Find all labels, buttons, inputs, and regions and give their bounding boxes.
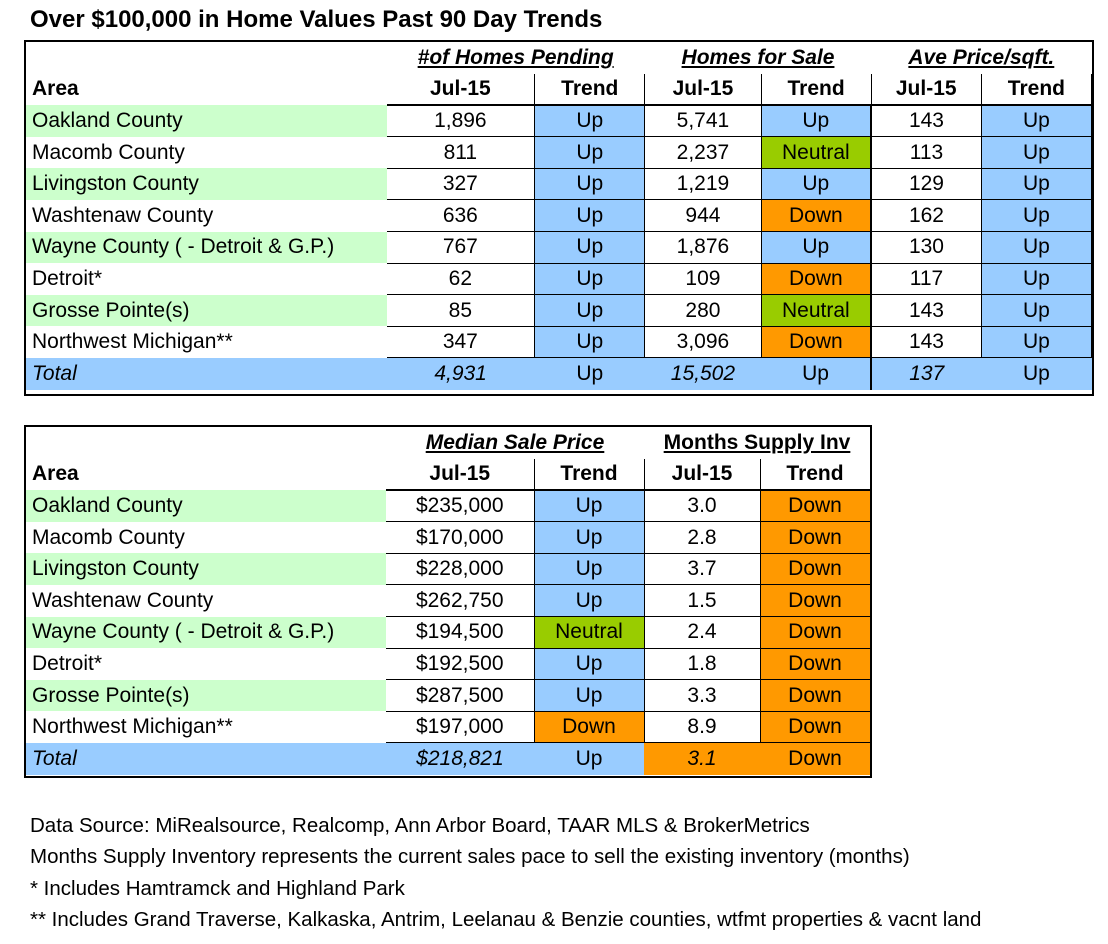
for-sale-cell: 280 — [645, 295, 761, 327]
for-sale-cell: 1,876 — [645, 232, 761, 264]
total-row — [26, 358, 1092, 390]
pending-trend-cell: Up — [535, 263, 645, 295]
months-supply-trend-cell: Down — [760, 648, 870, 680]
months-supply-cell: 2.4 — [644, 617, 760, 649]
area-cell: Washtenaw County — [26, 585, 386, 617]
total-for-sale-trend: Up — [761, 358, 871, 390]
area-cell: Wayne County ( - Detroit & G.P.) — [26, 232, 387, 264]
for-sale-trend-cell: Up — [761, 168, 871, 200]
area-cell: Northwest Michigan** — [26, 326, 387, 358]
group-header-median-price: Median Sale Price — [425, 430, 605, 454]
months-supply-trend-cell: Down — [760, 585, 870, 617]
price-sqft-trend-cell: Up — [981, 263, 1091, 295]
median-price-cell: $197,000 — [386, 711, 534, 743]
area-cell: Detroit* — [26, 263, 387, 295]
col-header: Trend — [760, 459, 870, 491]
price-sqft-trend-cell: Up — [981, 200, 1091, 232]
area-cell: Grosse Pointe(s) — [26, 295, 387, 327]
group-header-for-sale: Homes for Sale — [681, 45, 835, 69]
median-price-trend-cell: Up — [534, 585, 644, 617]
median-price-trend-cell: Up — [534, 648, 644, 680]
months-supply-cell: 3.7 — [644, 553, 760, 585]
pending-cell: 327 — [387, 168, 535, 200]
table-row — [26, 490, 870, 522]
total-pending: 4,931 — [387, 358, 535, 390]
median-price-trend-cell: Up — [534, 553, 644, 585]
col-header: Trend — [761, 74, 871, 106]
median-price-cell: $170,000 — [386, 522, 534, 554]
price-sqft-cell: 113 — [871, 137, 981, 169]
total-for-sale: 15,502 — [645, 358, 761, 390]
col-header: Trend — [981, 74, 1091, 106]
area-cell: Macomb County — [26, 522, 386, 554]
price-sqft-trend-cell: Up — [981, 232, 1091, 264]
months-supply-trend-cell: Down — [760, 522, 870, 554]
group-header-price-sqft: Ave Price/sqft. — [908, 45, 1055, 69]
price-sqft-trend-cell: Up — [981, 168, 1091, 200]
total-price-sqft: 137 — [871, 358, 981, 390]
months-supply-cell: 8.9 — [644, 711, 760, 743]
months-supply-trend-cell: Down — [760, 711, 870, 743]
for-sale-trend-cell: Down — [761, 200, 871, 232]
note-data-source: Data Source: MiRealsource, Realcomp, Ann Arbor Board, TAAR MLS & BrokerMetrics — [30, 814, 810, 837]
pending-cell: 1,896 — [387, 105, 535, 137]
area-header: Area — [32, 77, 79, 101]
price-sqft-cell: 162 — [871, 200, 981, 232]
total-row — [26, 743, 870, 775]
table-row — [26, 200, 1092, 232]
median-price-trend-cell: Neutral — [534, 617, 644, 649]
for-sale-trend-cell: Down — [761, 263, 871, 295]
footnotes — [30, 810, 981, 935]
price-sqft-trend-cell: Up — [981, 105, 1091, 137]
table-row — [26, 648, 870, 680]
total-median-price-trend: Up — [534, 743, 644, 775]
table-row — [26, 105, 1092, 137]
pending-cell: 636 — [387, 200, 535, 232]
pending-cell: 347 — [387, 326, 535, 358]
for-sale-cell: 2,237 — [645, 137, 761, 169]
page-title: Over $100,000 in Home Values Past 90 Day Trends — [30, 6, 603, 33]
price-sqft-cell: 143 — [871, 105, 981, 137]
pending-trend-cell: Up — [535, 326, 645, 358]
months-supply-trend-cell: Down — [760, 617, 870, 649]
months-supply-trend-cell: Down — [760, 553, 870, 585]
pending-cell: 811 — [387, 137, 535, 169]
for-sale-trend-cell: Neutral — [761, 137, 871, 169]
total-months-supply-trend: Down — [760, 743, 870, 775]
months-supply-cell: 1.8 — [644, 648, 760, 680]
price-sqft-cell: 143 — [871, 326, 981, 358]
table-row — [26, 585, 870, 617]
months-supply-cell: 3.3 — [644, 680, 760, 712]
for-sale-cell: 3,096 — [645, 326, 761, 358]
table-row — [26, 263, 1092, 295]
for-sale-cell: 944 — [645, 200, 761, 232]
price-sqft-trend-cell: Up — [981, 137, 1091, 169]
median-price-trend-cell: Down — [534, 711, 644, 743]
price-sqft-trend-cell: Up — [981, 295, 1091, 327]
area-cell: Macomb County — [26, 137, 387, 169]
pending-trend-cell: Up — [535, 232, 645, 264]
median-price-trend-cell: Up — [534, 522, 644, 554]
pending-trend-cell: Up — [535, 200, 645, 232]
total-median-price: $218,821 — [386, 743, 534, 775]
note-months-supply: Months Supply Inventory represents the current sales pace to sell the existing inventory (months) — [30, 845, 910, 869]
table-row — [26, 680, 870, 712]
median-price-trend-cell: Up — [534, 490, 644, 522]
area-cell: Livingston County — [26, 168, 387, 200]
for-sale-cell: 5,741 — [645, 105, 761, 137]
pending-trend-cell: Up — [535, 295, 645, 327]
price-sqft-cell: 143 — [871, 295, 981, 327]
price-sqft-cell: 129 — [871, 168, 981, 200]
months-supply-trend-cell: Down — [760, 490, 870, 522]
median-price-cell: $235,000 — [386, 490, 534, 522]
median-price-cell: $228,000 — [386, 553, 534, 585]
col-header: Jul-15 — [387, 74, 535, 106]
pending-cell: 767 — [387, 232, 535, 264]
pending-cell: 62 — [387, 263, 535, 295]
for-sale-trend-cell: Up — [761, 232, 871, 264]
area-cell: Detroit* — [26, 648, 386, 680]
area-cell: Oakland County — [26, 105, 387, 137]
area-cell: Northwest Michigan** — [26, 711, 386, 743]
table-row — [26, 168, 1092, 200]
col-header: Jul-15 — [644, 459, 760, 491]
area-cell: Washtenaw County — [26, 200, 387, 232]
col-header: Trend — [534, 459, 644, 491]
months-supply-trend-cell: Down — [760, 680, 870, 712]
area-cell: Livingston County — [26, 553, 386, 585]
pending-trend-cell: Up — [535, 168, 645, 200]
for-sale-trend-cell: Down — [761, 326, 871, 358]
months-supply-cell: 1.5 — [644, 585, 760, 617]
price-sqft-cell: 117 — [871, 263, 981, 295]
median-price-cell: $194,500 — [386, 617, 534, 649]
note-detroit: * Includes Hamtramck and Highland Park — [30, 876, 405, 900]
table-row — [26, 137, 1092, 169]
area-header: Area — [32, 462, 79, 486]
col-header: Jul-15 — [645, 74, 761, 106]
total-price-sqft-trend: Up — [981, 358, 1091, 390]
total-label: Total — [26, 743, 386, 775]
table-row — [26, 522, 870, 554]
pending-trend-cell: Up — [535, 105, 645, 137]
months-supply-cell: 2.8 — [644, 522, 760, 554]
total-pending-trend: Up — [535, 358, 645, 390]
area-cell: Wayne County ( - Detroit & G.P.) — [26, 617, 386, 649]
table-row — [26, 295, 1092, 327]
pending-cell: 85 — [387, 295, 535, 327]
table-row — [26, 326, 1092, 358]
median-price-trend-cell: Up — [534, 680, 644, 712]
price-sqft-cell: 130 — [871, 232, 981, 264]
table-row — [26, 232, 1092, 264]
group-header-pending: #of Homes Pending — [417, 45, 614, 69]
for-sale-cell: 1,219 — [645, 168, 761, 200]
col-header: Jul-15 — [386, 459, 534, 491]
table-row — [26, 617, 870, 649]
price-sqft-trend-cell: Up — [981, 326, 1091, 358]
col-header: Trend — [535, 74, 645, 106]
area-cell: Oakland County — [26, 490, 386, 522]
median-price-cell: $192,500 — [386, 648, 534, 680]
homes-trends-table — [26, 42, 1092, 390]
price-supply-table — [26, 427, 871, 775]
total-months-supply: 3.1 — [644, 743, 760, 775]
note-northwest: ** Includes Grand Traverse, Kalkaska, Antrim, Leelanau & Benzie counties, wtfmt properties & vacnt land — [30, 907, 982, 931]
area-cell: Grosse Pointe(s) — [26, 680, 386, 712]
for-sale-trend-cell: Up — [761, 105, 871, 137]
total-label: Total — [26, 358, 387, 390]
months-supply-cell: 3.0 — [644, 490, 760, 522]
col-header: Jul-15 — [871, 74, 981, 106]
group-header-months-supply: Months Supply Inv — [663, 430, 851, 454]
for-sale-trend-cell: Neutral — [761, 295, 871, 327]
table-row — [26, 553, 870, 585]
median-price-cell: $262,750 — [386, 585, 534, 617]
table-row — [26, 711, 870, 743]
pending-trend-cell: Up — [535, 137, 645, 169]
for-sale-cell: 109 — [645, 263, 761, 295]
median-price-cell: $287,500 — [386, 680, 534, 712]
